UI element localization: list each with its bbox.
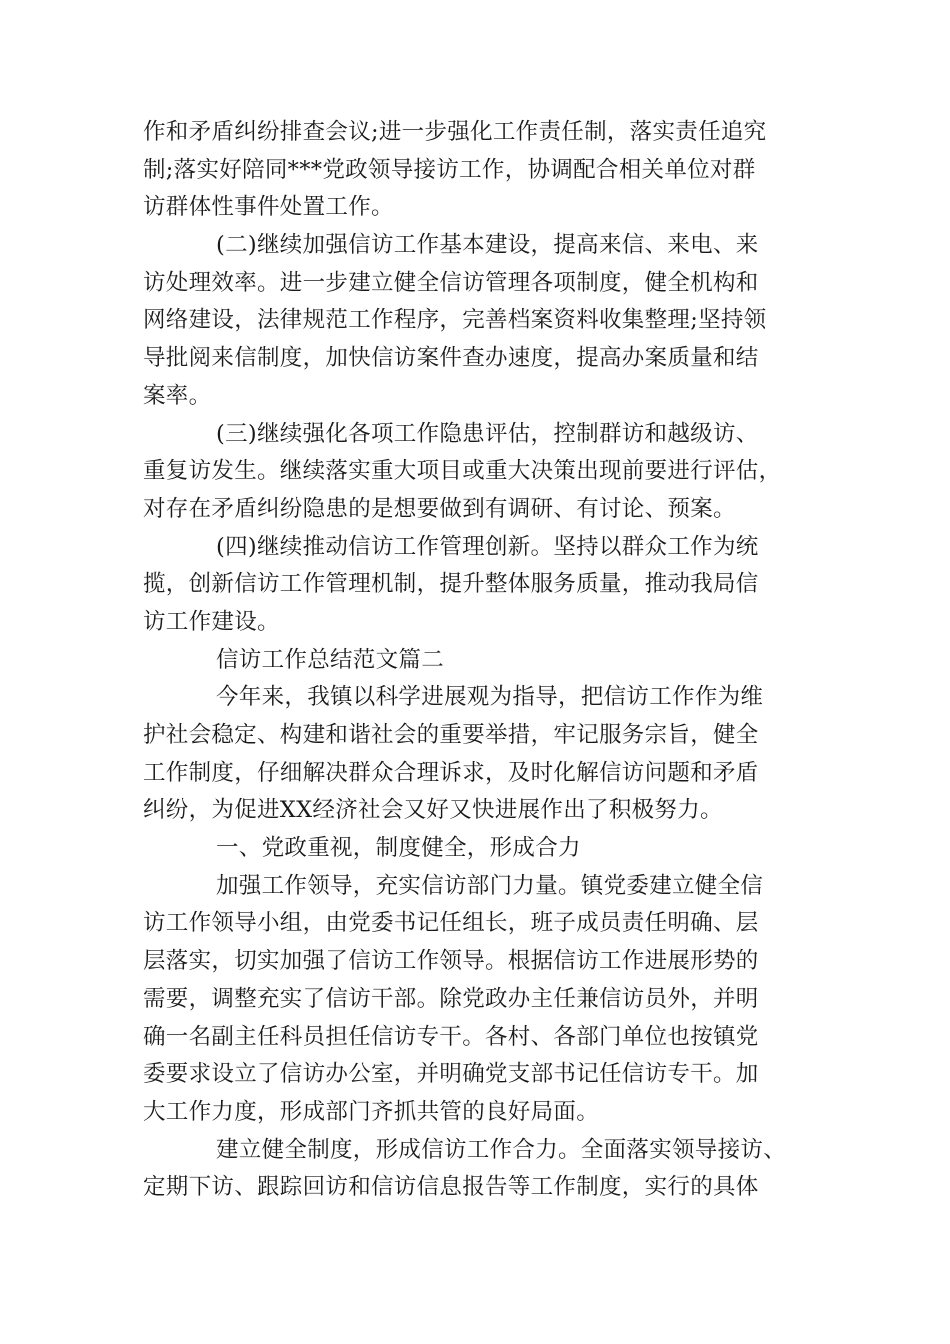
text-line: 访处理效率。进一步建立健全信访管理各项制度，健全机构和 — [143, 269, 759, 296]
text-line: 层落实，切实加强了信访工作领导。根据信访工作进展形势的 — [143, 948, 759, 975]
text-line: 工作制度，仔细解决群众合理诉求，及时化解信访问题和矛盾 — [143, 759, 759, 786]
text-line: 导批阅来信制度，加快信访案件查办速度，提高办案质量和结 — [143, 345, 759, 372]
text-line: 一、党政重视，制度健全，形成合力 — [216, 835, 581, 862]
text-line: 访工作领导小组，由党委书记任组长，班子成员责任明确、层 — [143, 910, 759, 937]
text-line: 案率。 — [143, 382, 212, 409]
text-line: 访群体性事件处置工作。 — [143, 194, 394, 221]
text-line: 建立健全制度，形成信访工作合力。全面落实领导接访、 — [216, 1136, 787, 1163]
text-line: 需要，调整充实了信访干部。除党政办主任兼信访员外，并明 — [143, 985, 759, 1012]
text-line: (三)继续强化各项工作隐患评估，控制群访和越级访、 — [216, 420, 759, 447]
text-line: 信访工作总结范文篇二 — [216, 646, 445, 673]
text-line: 大工作力度，形成部门齐抓共管的良好局面。 — [143, 1098, 600, 1125]
text-line: 委要求设立了信访办公室，并明确党支部书记任信访专干。加 — [143, 1061, 759, 1088]
text-line: 今年来，我镇以科学进展观为指导，把信访工作作为维 — [216, 684, 764, 711]
text-line: 加强工作领导，充实信访部门力量。镇党委建立健全信 — [216, 872, 764, 899]
text-line: 制;落实好陪同***党政领导接访工作，协调配合相关单位对群 — [143, 156, 756, 183]
text-line: 重复访发生。继续落实重大项目或重大决策出现前要进行评估， — [143, 458, 782, 485]
text-line: (四)继续推动信访工作管理创新。坚持以群众工作为统 — [216, 533, 759, 560]
text-line: 作和矛盾纠纷排查会议;进一步强化工作责任制，落实责任追究 — [143, 119, 767, 145]
text-line: 访工作建设。 — [143, 608, 280, 635]
text-line: 网络建设，法律规范工作程序，完善档案资料收集整理;坚持领 — [143, 307, 767, 334]
text-line: 对存在矛盾纠纷隐患的是想要做到有调研、有讨论、预案。 — [143, 495, 736, 522]
document-body — [143, 114, 803, 1207]
text-line: 揽，创新信访工作管理机制，提升整体服务质量，推动我局信 — [143, 571, 759, 598]
text-line: 确一名副主任科员担任信访专干。各村、各部门单位也按镇党 — [143, 1023, 759, 1050]
text-line: 护社会稳定、构建和谐社会的重要举措，牢记服务宗旨，健全 — [143, 722, 759, 748]
text-line: (二)继续加强信访工作基本建设，提高来信、来电、来 — [216, 232, 759, 259]
text-line: 纠纷，为促进XX经济社会又好又快进展作出了积极努力。 — [143, 797, 723, 824]
text-line: 定期下访、跟踪回访和信访信息报告等工作制度，实行的具体 — [143, 1174, 759, 1201]
